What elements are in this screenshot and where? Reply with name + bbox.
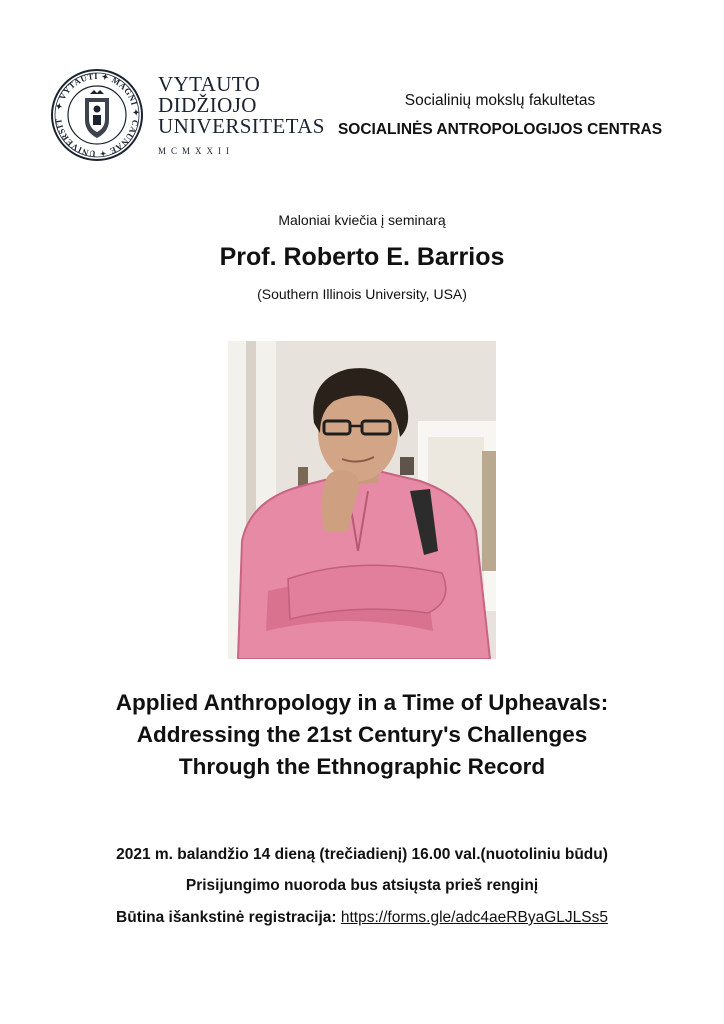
- invitation-line: Maloniai kviečia į seminarą: [278, 212, 446, 228]
- centre-name: SOCIALINĖS ANTROPOLOGIJOS CENTRAS: [337, 121, 663, 138]
- university-seal: [50, 68, 144, 162]
- registration-line: [0, 909, 724, 927]
- speaker-name: Prof. Roberto E. Barrios: [219, 243, 505, 271]
- seminar-title-line-3: Through the Ethnographic Record: [178, 754, 546, 779]
- registration-link[interactable]: https://forms.gle/adc4aeRByaGLJLSs5: [340, 909, 608, 926]
- svg-text:✦ VYTAUTI ✦ MAGNI ✦ CAUNAE ✦ U: ✦ VYTAUTI ✦ MAGNI ✦ CAUNAE ✦ UNIVERSIT: [53, 70, 142, 160]
- seminar-title-line-1: Applied Anthropology in a Time of Upheavals:: [115, 690, 609, 715]
- speaker-affiliation: (Southern Illinois University, USA): [257, 286, 467, 302]
- speaker-photo: [228, 341, 496, 659]
- university-name-line-3: UNIVERSITETAS: [158, 114, 325, 138]
- university-founding-year: MCMXXII: [158, 146, 235, 156]
- university-name: [158, 72, 325, 157]
- university-name-line-2: DIDŽIOJO: [158, 93, 257, 117]
- event-date: 2021 m. balandžio 14 dieną (trečiadienį) 16.00 val.(nuotoliniu būdu): [116, 846, 608, 863]
- faculty-name: Socialinių mokslų fakultetas: [404, 92, 596, 109]
- university-name-line-1: VYTAUTO: [158, 72, 261, 96]
- link-note: Prisijungimo nuoroda bus atsiųsta prieš renginį: [185, 877, 539, 894]
- registration-label: Būtina išankstinė registracija:: [116, 909, 337, 926]
- seminar-title-line-2: Addressing the 21st Century's Challenges: [136, 722, 588, 747]
- seminar-title: [40, 687, 684, 783]
